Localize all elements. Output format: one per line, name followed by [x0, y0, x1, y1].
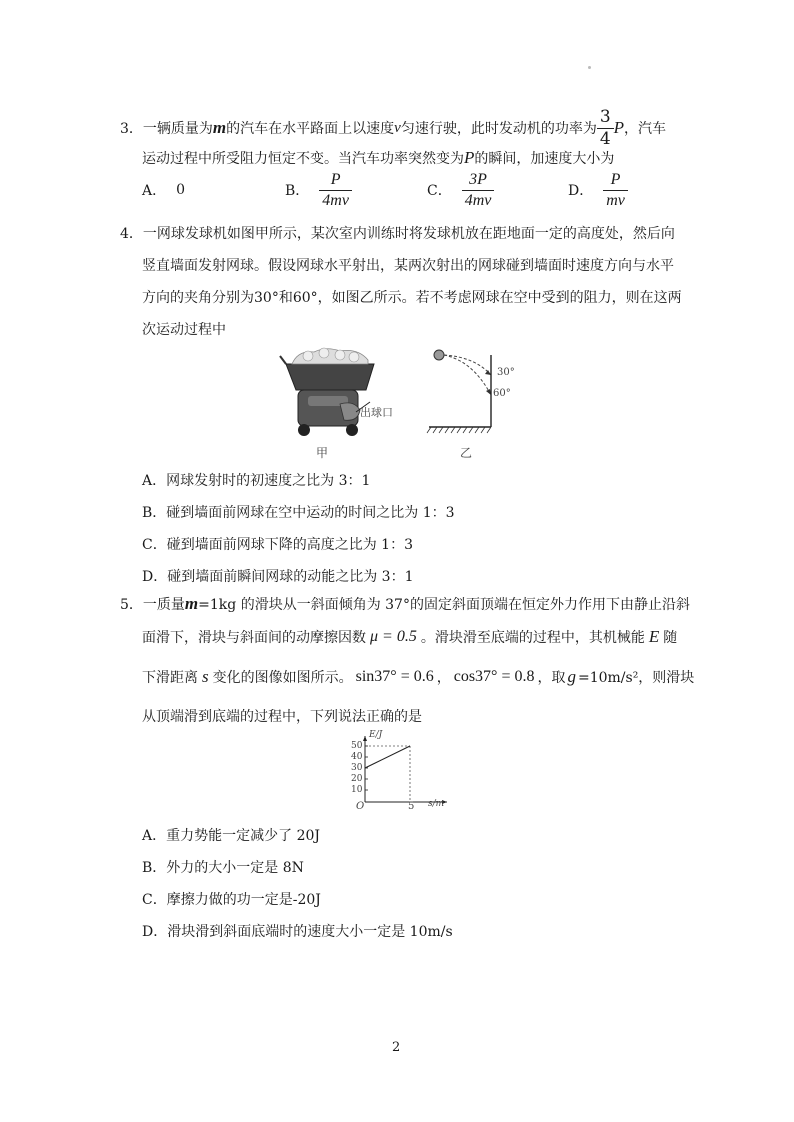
- q4-option-d[interactable]: D．碰到墙面前瞬间网球的动能之比为 3：1: [142, 569, 414, 585]
- q3-var-P: P: [613, 118, 625, 137]
- figure-label-jia: 甲: [316, 446, 329, 460]
- q3-text: 运动过程中所受阻力恒定不变。当汽车功率突然变为: [142, 151, 464, 167]
- q3-option-d[interactable]: D． $\frac{P}{mv}$: [568, 170, 628, 210]
- graph-ytick-30: 30: [351, 763, 363, 773]
- q3-text: 一辆质量为: [142, 121, 213, 137]
- q3-line1: [120, 108, 666, 148]
- angle-label-30: 30°: [497, 367, 515, 378]
- q3-fraction: $\frac{3}{4}$: [597, 109, 614, 148]
- q5-number: 5．: [120, 597, 143, 613]
- q5-line2: 面滑下，滑块与斜面间的动摩擦因数 μ = 0.5 。滑块滑至底端的过程中，其机械能 E 随: [142, 627, 678, 646]
- q3-var-m: m: [212, 118, 227, 137]
- q4-line1: 4．一网球发球机如图甲所示，某次室内训练时将发球机放在距地面一定的高度处，然后向: [120, 226, 675, 242]
- q5-option-a[interactable]: A．重力势能一定减少了 20J: [142, 828, 321, 844]
- q3-option-c[interactable]: C． $\frac{3P}{4mv}$: [427, 170, 494, 210]
- q3-var-P: P: [464, 148, 475, 167]
- q3-option-a[interactable]: A． 0: [142, 182, 186, 199]
- q5-option-d[interactable]: D．滑块滑到斜面底端时的速度大小一定是 10m/s: [142, 924, 453, 940]
- graph-xtick-5: 5: [408, 801, 415, 812]
- q4-line3: 方向的夹角分别为30°和60°，如图乙所示。若不考虑网球在空中受到的阻力，则在这两: [142, 290, 682, 306]
- q5-line3: 下滑距离 s 变化的图像如图所示。 sin37° = 0.6 ， cos37° = 0.8 ，取 g =10m/s²，则滑块: [142, 667, 695, 686]
- q3-text: 匀速行驶，此时发动机的功率为: [400, 121, 597, 137]
- q5-option-b[interactable]: B．外力的大小一定是 8N: [142, 860, 304, 876]
- scan-dot: [588, 66, 591, 69]
- q4-line2: 竖直墙面发射网球。假设网球水平射出，某两次射出的网球碰到墙面时速度方向与水平: [142, 258, 674, 274]
- q5-option-c[interactable]: C．摩擦力做的功一定是-20J: [142, 892, 321, 908]
- ball-machine-figure: [278, 342, 388, 442]
- q5-mu: μ = 0.5: [370, 628, 417, 645]
- graph-ylabel: E/J: [369, 730, 383, 740]
- q4-option-c[interactable]: C．碰到墙面前网球下降的高度之比为 1：3: [142, 537, 413, 553]
- graph-ytick-40: 40: [351, 752, 363, 762]
- graph-xlabel: s/m: [428, 799, 445, 809]
- angle-label-60: 60°: [493, 388, 511, 399]
- outlet-label: 出球口: [360, 406, 393, 419]
- graph-ytick-50: 50: [351, 741, 363, 751]
- q4-option-b[interactable]: B．碰到墙面前网球在空中运动的时间之比为 1：3: [142, 505, 455, 521]
- q4-option-a[interactable]: A．网球发射时的初速度之比为 3：1: [142, 473, 371, 489]
- q3-line2: [142, 146, 614, 170]
- q4-line4: 次运动过程中: [142, 322, 226, 338]
- q3-text: ，汽车: [624, 121, 667, 137]
- page-number: 2: [392, 1040, 401, 1055]
- q3-option-b[interactable]: B． $\frac{P}{4mv}$: [285, 170, 352, 210]
- q3-number: 3．: [120, 121, 143, 137]
- q3-var-v: v: [394, 119, 401, 136]
- q4-number: 4．: [120, 226, 143, 242]
- graph-ytick-10: 10: [351, 785, 363, 795]
- graph-ytick-20: 20: [351, 774, 363, 784]
- figure-label-yi: 乙: [460, 446, 473, 460]
- q5-line1: 5． 一质量 m =1kg 的滑块从一斜面倾角为 37°的固定斜面顶端在恒定外力作用下由静止沿斜: [120, 594, 690, 613]
- q3-text: 的汽车在水平路面上以速度: [226, 121, 395, 137]
- q5-line4: 从顶端滑到底端的过程中，下列说法正确的是: [142, 709, 422, 725]
- q3-text: 的瞬间，加速度大小为: [474, 151, 615, 167]
- graph-origin: O: [356, 801, 365, 812]
